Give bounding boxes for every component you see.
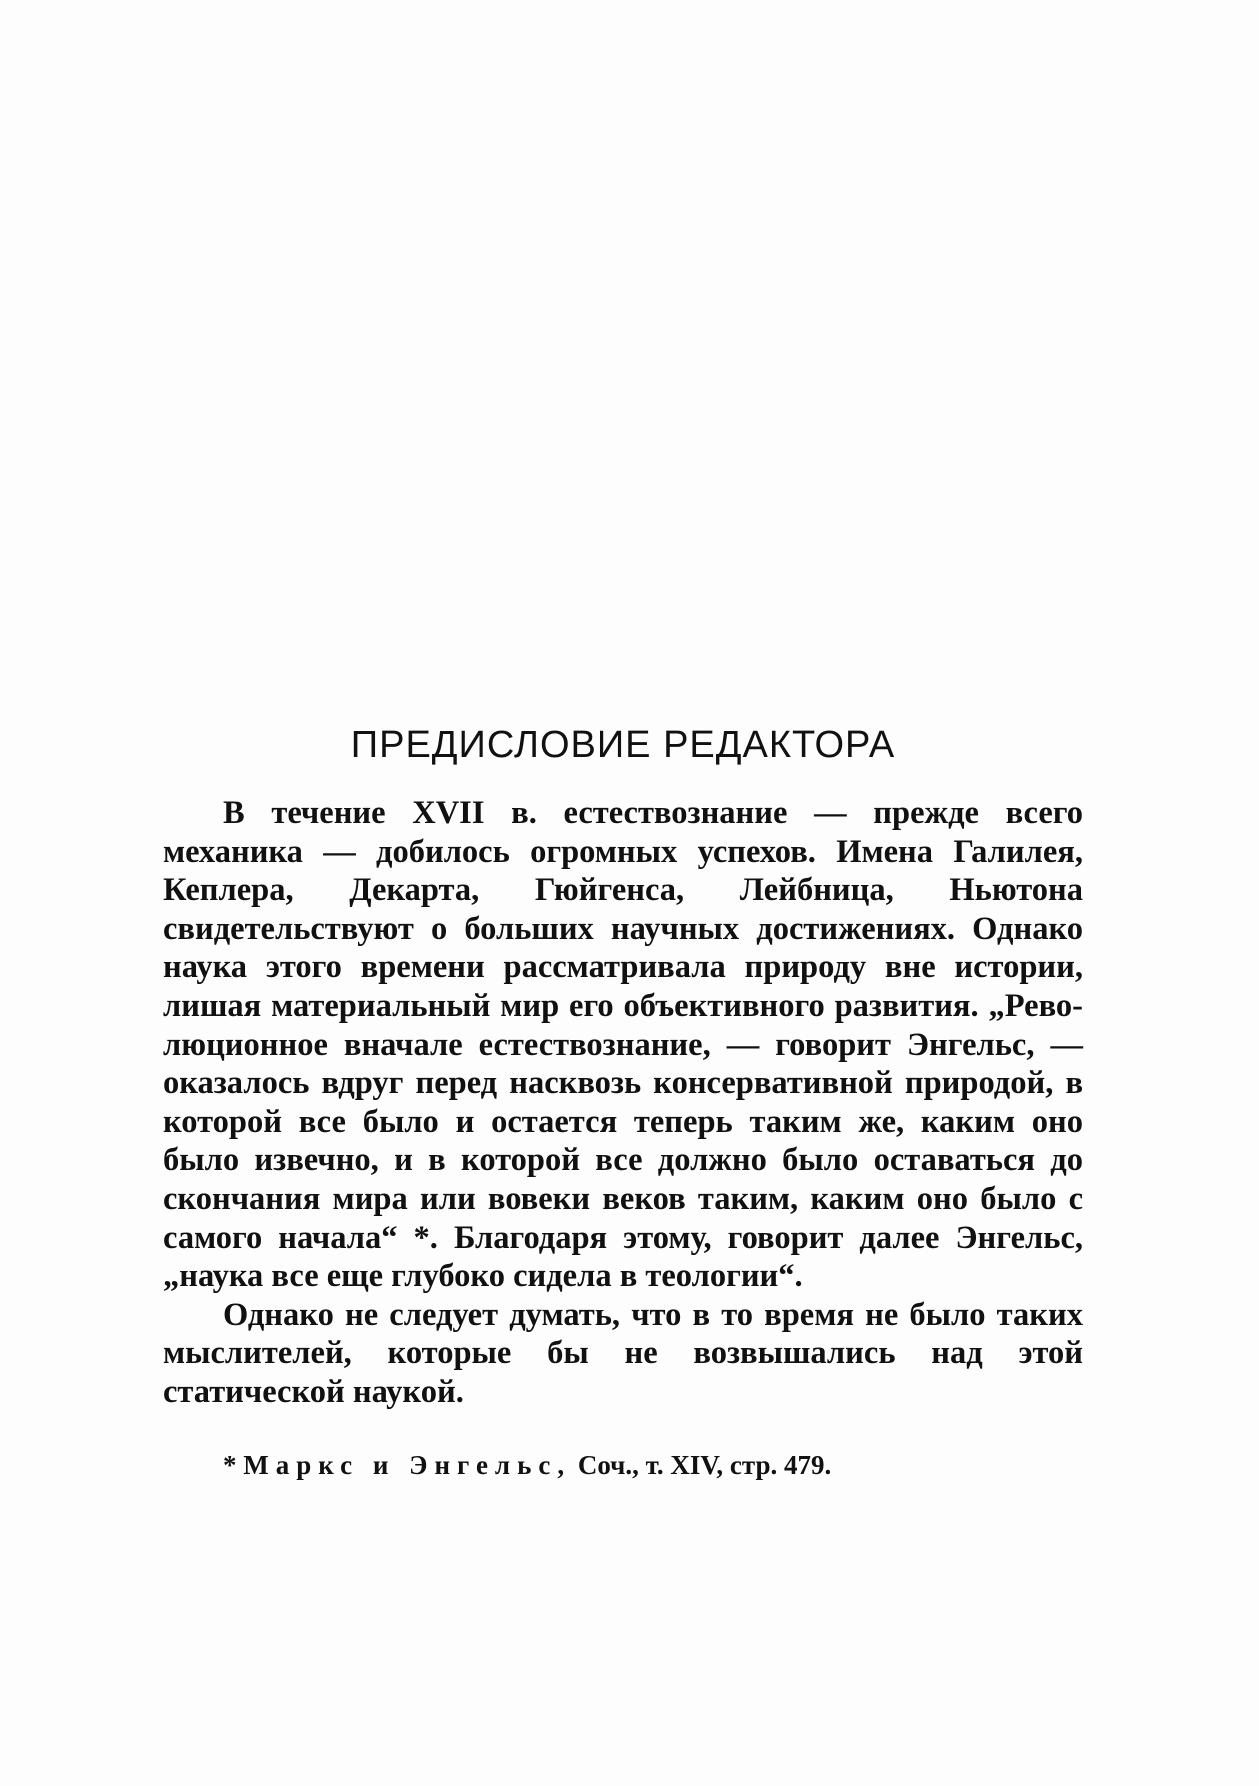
paragraph-1: В течение XVII в. естествознание — прежде всего механика — добилось огромных успехов. Имена Галилея, Кеплера, Декарта, Гюйгенса, Лейбница, Ньютона свидетельствуют о больших научных достижениях. Однако наука этого времени рассматривала природу вне истории, лишая материальный мир его объективного развития. „Революционное вначале естествознание, — говорит Энгельс, — оказалось вдруг перед насквозь консервативной природой, в которой все было и остается теперь таким же, каким оно было извечно, и в которой все должно было оставаться до скончания мира или вовеки веков таким, каким оно было с самого начала“ *. Благодаря этому, говорит далее Энгельс, „наука все еще глубоко сидела в теологии“. (163, 795, 1083, 1295)
page-content (163, 722, 1083, 1482)
footnote (223, 1448, 1083, 1482)
footnote-reference: Соч., т. XIV, стр. 479. (577, 1449, 832, 1480)
footnote-authors: Маркс и Энгельс, (243, 1449, 572, 1480)
page-title: ПРЕДИСЛОВИЕ РЕДАКТОРА (350, 724, 896, 766)
footnote-marker: * (223, 1449, 237, 1480)
paragraph-2: Однако не следует думать, что в то время не было таких мыслителей, которые бы не возвышались над этой статической наукой. (163, 1296, 1083, 1410)
